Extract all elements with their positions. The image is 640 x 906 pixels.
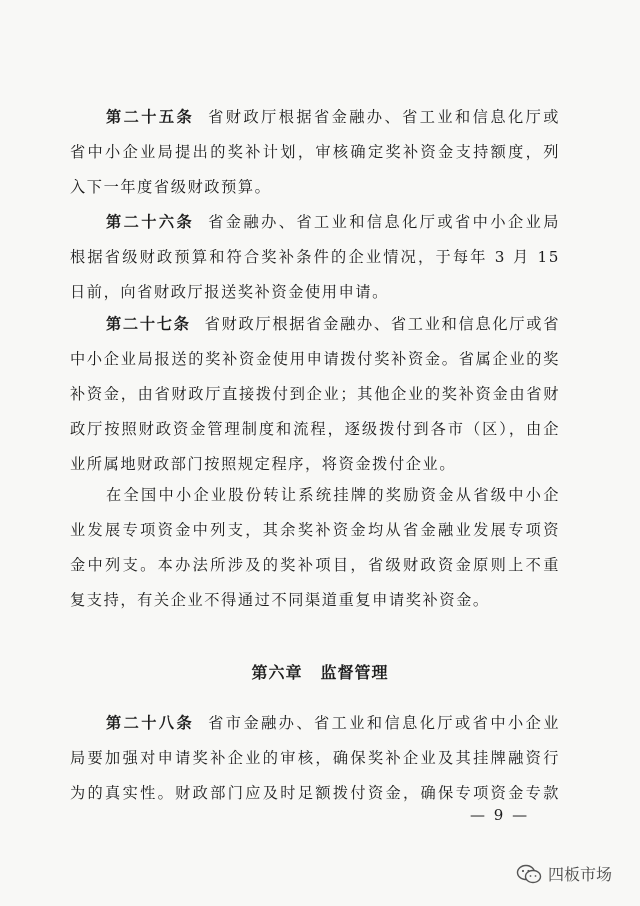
wechat-icon [516, 864, 542, 884]
article-27 [70, 307, 560, 482]
funding-line-4: 复支持，有关企业不得通过不同渠道重复申请奖补资金。 [70, 591, 490, 609]
chapter-number: 第六章 [251, 663, 303, 682]
chapter-heading [0, 660, 640, 683]
funding-line-2: 业发展专项资金中列支，其余奖补资金均从省金融业发展专项资 [70, 521, 560, 539]
article-28-line-1: 省市金融办、省工业和信息化厅或省中小企业 [208, 714, 561, 732]
article-27-line-2: 中小企业局报送的奖补资金使用申请拨付奖补资金。省属企业的奖 [70, 350, 560, 368]
article-25-label: 第二十五条 [106, 108, 195, 126]
funding-paragraph [70, 478, 560, 618]
article-26-line-2: 根据省级财政预算和符合奖补条件的企业情况，于每年 3 月 15 [70, 248, 560, 266]
article-26-label: 第二十六条 [106, 213, 195, 231]
article-26-line-1: 省金融办、省工业和信息化厅或省中小企业局 [208, 213, 561, 231]
article-27-line-4: 政厅按照财政资金管理制度和流程，逐级拨付到各市（区），由企 [70, 420, 560, 438]
article-28-line-2: 局要加强对申请奖补企业的审核，确保奖补企业及其挂牌融资行 [70, 749, 560, 767]
watermark [516, 862, 612, 885]
article-27-label: 第二十七条 [106, 315, 191, 333]
article-27-line-1: 省财政厅根据省金融办、省工业和信息化厅或省 [204, 315, 560, 333]
watermark-text: 四板市场 [548, 865, 613, 884]
page-number: — 9 — [470, 806, 530, 824]
article-26-line-3: 日前，向省财政厅报送奖补资金使用申请。 [70, 283, 389, 301]
article-25-line-2: 省中小企业局提出的奖补计划，审核确定奖补资金支持额度，列 [70, 143, 560, 161]
article-28-label: 第二十八条 [106, 714, 195, 732]
article-25 [70, 100, 560, 205]
article-27-line-3: 补资金，由省财政厅直接拨付到企业；其他企业的奖补资金由省财 [70, 385, 560, 403]
article-27-line-5: 业所属地财政部门按照规定程序，将资金拨付企业。 [70, 455, 457, 473]
article-28 [70, 706, 560, 811]
article-25-line-1: 省财政厅根据省金融办、省工业和信息化厅或 [208, 108, 561, 126]
chapter-title: 监督管理 [320, 663, 389, 682]
article-26 [70, 205, 560, 310]
article-25-line-3: 入下一年度省级财政预算。 [70, 178, 272, 196]
funding-line-3: 金中列支。本办法所涉及的奖补项目，省级财政资金原则上不重 [70, 556, 560, 574]
funding-line-1: 在全国中小企业股份转让系统挂牌的奖励资金从省级中小企 [106, 486, 560, 504]
article-28-line-3: 为的真实性。财政部门应及时足额拨付资金，确保专项资金专款 [70, 784, 560, 802]
